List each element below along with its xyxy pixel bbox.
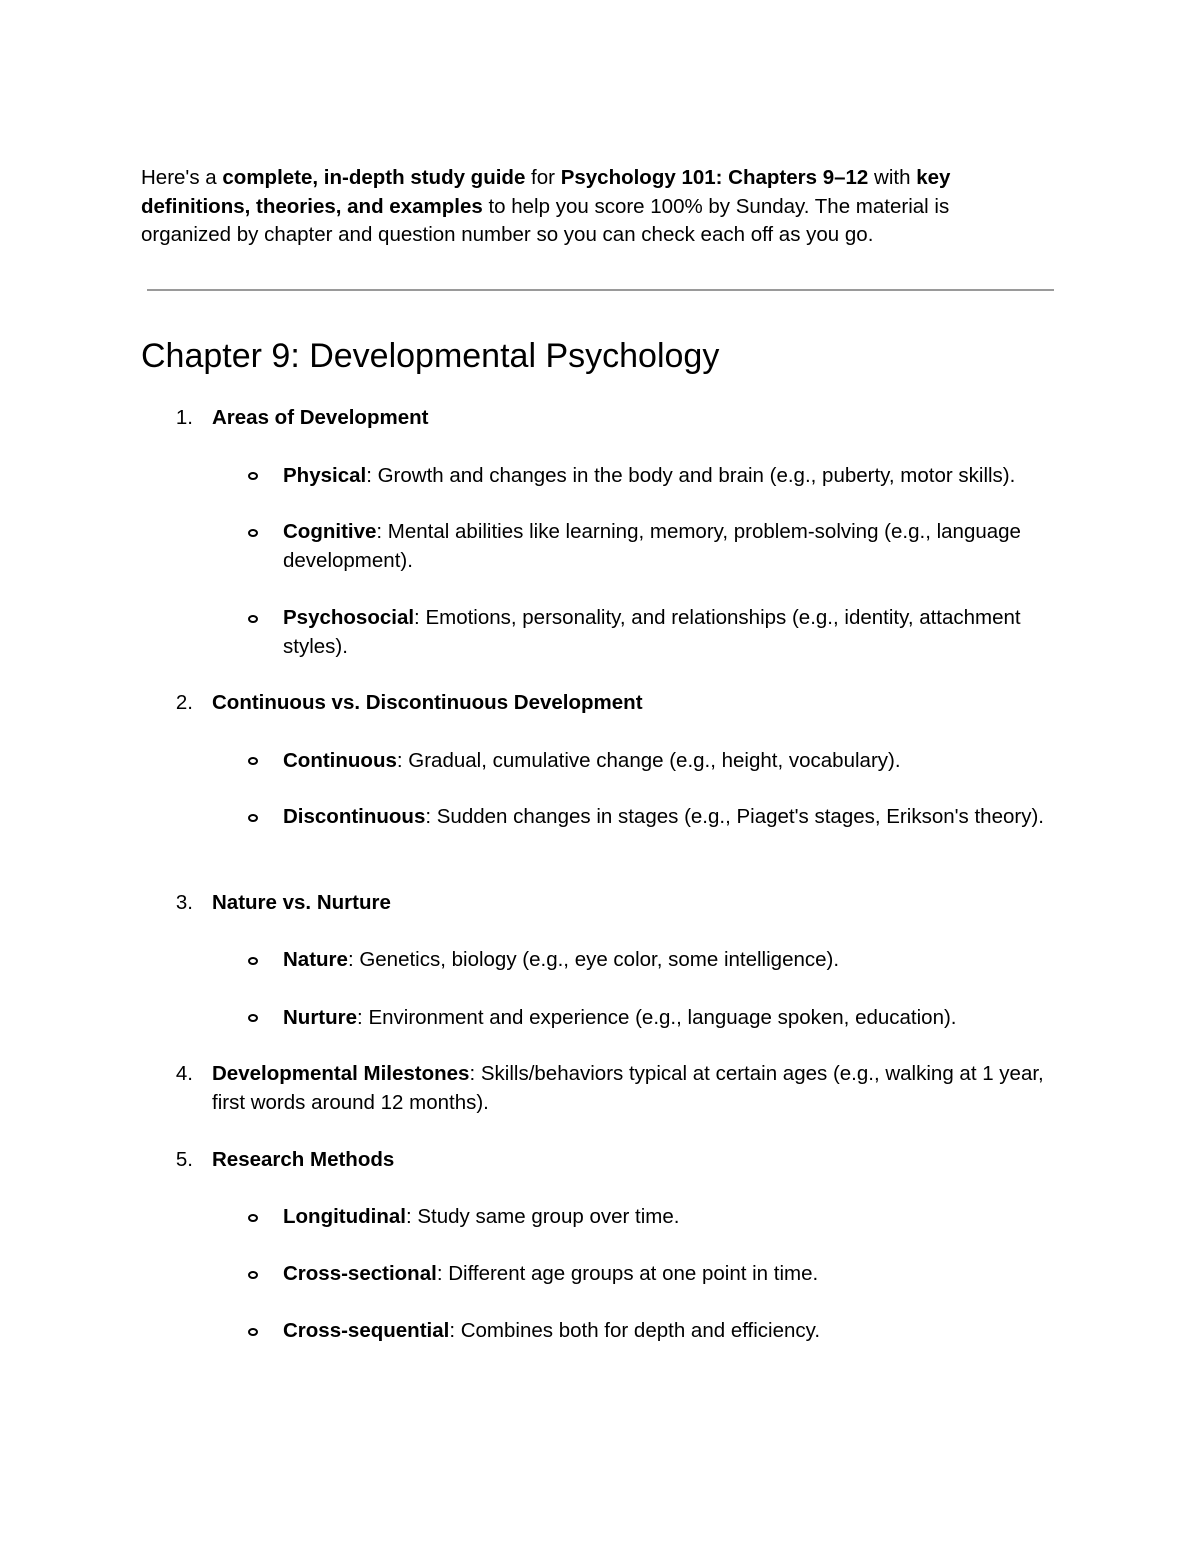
hollow-bullet-icon bbox=[248, 1271, 258, 1279]
sub-item: Cross-sectional: Different age groups at one point in time. bbox=[283, 1262, 819, 1285]
intro-text-3: with bbox=[868, 166, 917, 189]
list-number: 4. bbox=[175, 1062, 193, 1085]
list-item-title: Continuous vs. Discontinuous Development bbox=[212, 691, 643, 714]
intro-text-4: to help you score 100% by Sunday. The material is organized by chapter and question number so you can check each off as you go. bbox=[141, 194, 950, 246]
list-number: 2. bbox=[175, 691, 193, 714]
sub-item: Cross-sequential: Combines both for depth and efficiency. bbox=[283, 1319, 821, 1342]
horizontal-divider bbox=[147, 289, 1054, 291]
intro-text-2: for bbox=[525, 166, 561, 189]
intro-text-1: Here's a bbox=[141, 166, 223, 189]
hollow-bullet-icon bbox=[248, 814, 258, 822]
list-item-title: Areas of Development bbox=[212, 406, 429, 429]
sub-item: Continuous: Gradual, cumulative change (e.g., height, vocabulary). bbox=[283, 749, 901, 772]
sub-item: Physical: Growth and changes in the body and brain (e.g., puberty, motor skills). bbox=[283, 464, 1016, 487]
intro-bold-1: complete, in-depth study guide bbox=[222, 166, 526, 189]
sub-item: Longitudinal: Study same group over time. bbox=[283, 1205, 680, 1228]
intro-bold-2: Psychology 101: Chapters 9–12 bbox=[560, 166, 869, 189]
list-item-title: Research Methods bbox=[212, 1148, 395, 1171]
hollow-bullet-icon bbox=[248, 615, 258, 623]
list-number: 3. bbox=[175, 891, 193, 914]
intro-bold-3: key definitions, theories, and examples bbox=[141, 166, 951, 218]
sub-item: Discontinuous: Sudden changes in stages (e.g., Piaget's stages, Erikson's theory). bbox=[283, 805, 1044, 828]
hollow-bullet-icon bbox=[248, 1014, 258, 1022]
hollow-bullet-icon bbox=[248, 529, 258, 537]
sub-item: Cognitive: Mental abilities like learning, memory, problem-solving (e.g., language development). bbox=[283, 520, 1021, 572]
hollow-bullet-icon bbox=[248, 757, 258, 765]
intro-paragraph bbox=[141, 164, 1021, 250]
list-item-title: Developmental Milestones: Skills/behaviors typical at certain ages (e.g., walking at 1 year, first words around 12 months). bbox=[212, 1062, 1044, 1114]
list-number: 5. bbox=[175, 1148, 193, 1171]
hollow-bullet-icon bbox=[248, 1328, 258, 1336]
hollow-bullet-icon bbox=[248, 957, 258, 965]
hollow-bullet-icon bbox=[248, 472, 258, 480]
sub-item: Nurture: Environment and experience (e.g., language spoken, education). bbox=[283, 1006, 957, 1029]
hollow-bullet-icon bbox=[248, 1214, 258, 1222]
list-item-title: Nature vs. Nurture bbox=[212, 891, 391, 914]
chapter-title: Chapter 9: Developmental Psychology bbox=[141, 337, 720, 375]
sub-item: Psychosocial: Emotions, personality, and relationships (e.g., identity, attachment styles). bbox=[283, 606, 1021, 658]
sub-item: Nature: Genetics, biology (e.g., eye color, some intelligence). bbox=[283, 948, 840, 971]
list-number: 1. bbox=[175, 406, 193, 429]
